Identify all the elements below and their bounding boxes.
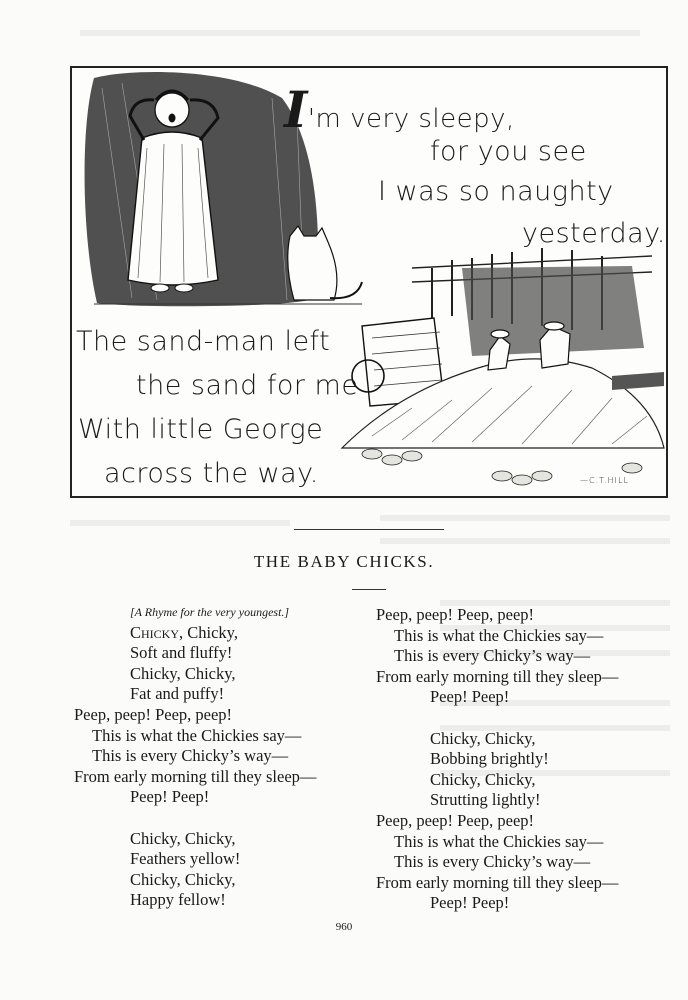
poem-line: Chicky, Chicky, [130,869,236,889]
poem-line: Peep, peep! Peep, peep! [74,704,233,724]
poem-line: Chicky, Chicky, [130,828,236,848]
poem-line: This is every Chicky’s way— [394,852,591,872]
verse-line-5: The sand-man left [76,326,331,357]
stanza-break [72,808,372,829]
cat-figure [288,226,362,300]
page-number: 960 [335,921,353,933]
poem-line: Bobbing brightly! [430,749,549,769]
poem-line: Peep, peep! Peep, peep! [376,810,535,830]
poem-line: From early morning till they sleep— [74,766,317,786]
poem-line: Chicky, Chicky, [130,663,236,683]
top-rule [294,529,444,530]
verse-line-8: across the way. [104,458,319,489]
poem-line: Chicky, Chicky, [130,622,238,642]
poem-line: Soft and fluffy! [130,643,233,663]
poem-line: Chicky, Chicky, [430,728,536,748]
poem-line: Fat and puffy! [130,684,225,704]
sandpile-scene [342,248,664,485]
poem-line: From early morning till they sleep— [376,666,619,686]
poem-line: This is what the Chickies say— [394,625,604,645]
poem-line: Happy fellow! [130,890,226,910]
poem-line: Peep! Peep! [130,787,210,807]
poem-line: Peep! Peep! [430,893,510,913]
poem-line: This is what the Chickies say— [394,831,604,851]
poem-line: Feathers yellow! [130,849,241,869]
poem-line: Peep, peep! Peep, peep! [376,605,535,624]
artist-signature: —C.T.HILL [580,476,629,485]
verse-line-6: the sand for me [136,370,359,401]
poem-line: From early morning till they sleep— [376,872,619,892]
poem-line: This is what the Chickies say— [92,725,302,745]
poem-line: This is every Chicky’s way— [394,646,591,666]
poem-line: This is every Chicky’s way— [92,746,289,766]
verse-line-2: for you see [430,136,587,167]
poem-right-column [374,605,674,914]
verse-line-7: With little George [78,414,324,445]
poem-title: THE BABY CHICKS. [253,552,435,571]
title-underline [352,589,386,590]
poem-line: Strutting lightly! [430,790,541,810]
illustration-plate [70,66,668,498]
verse-line-3: I was so naughty [378,176,614,207]
stanza-break [374,708,674,729]
poem-subtitle: [A Rhyme for the very youngest.] [130,605,290,619]
poem-line: Chicky, Chicky, [430,769,536,789]
poem-left-column [72,602,372,911]
poem-line: Peep! Peep! [430,687,510,707]
dropcap-I: I [284,80,308,139]
verse-line-1: I'm very sleepy, [284,80,515,139]
verse-line-4: yesterday. [522,218,666,249]
